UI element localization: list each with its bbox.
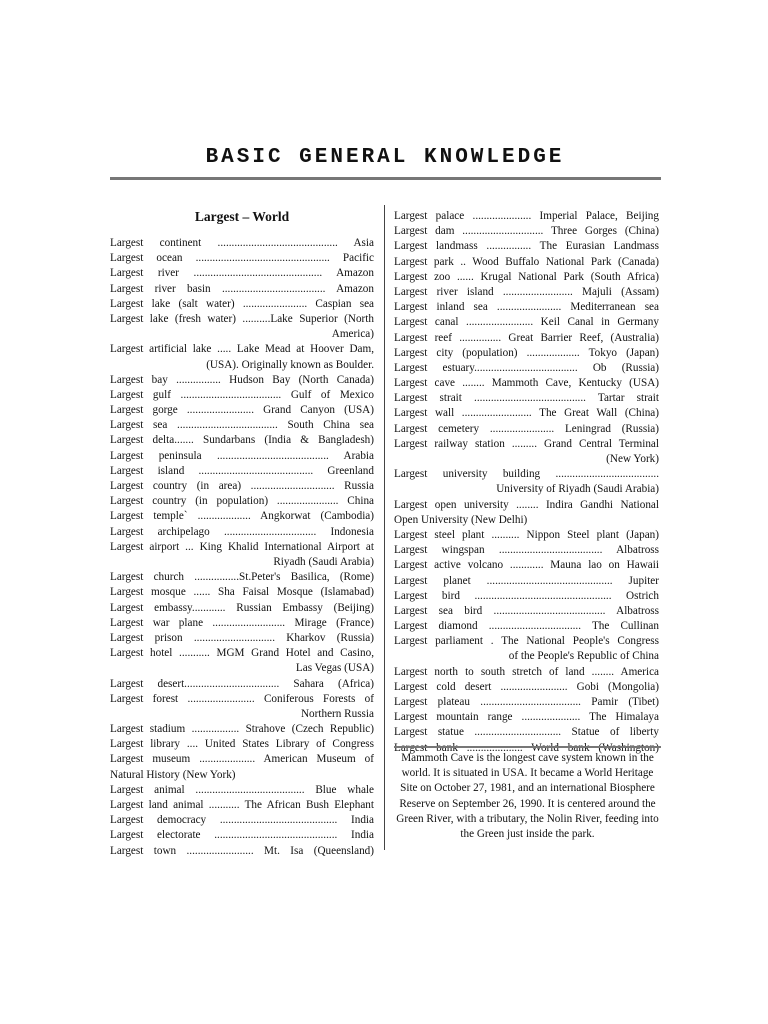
list-item-continuation: (New York) xyxy=(606,453,659,465)
list-item: Largest city (population) ................... Tokyo (Japan) xyxy=(394,346,659,359)
list-item: Largest river island ......................... Majuli (Assam) xyxy=(394,285,659,298)
column-divider xyxy=(384,205,385,850)
list-item: Largest museum .................... American Museum of xyxy=(110,753,374,766)
list-item: Largest canal ........................ Keil Canal in Germany xyxy=(394,316,659,329)
list-item: Largest church ................St.Peter's Basilica, (Rome) xyxy=(110,571,374,584)
list-item: Largest dam ............................. Three Gorges (China) xyxy=(394,225,659,238)
list-item: Largest prison ............................. Kharkov (Russia) xyxy=(110,631,374,644)
list-item: Largest plateau .................................... Pamir (Tibet) xyxy=(394,696,659,709)
list-item: Largest railway station ......... Grand Central Terminal xyxy=(394,437,659,450)
list-item: Largest statue ............................... Statue of liberty xyxy=(394,726,659,739)
list-item: Largest hotel ........... MGM Grand Hotel and Casino, xyxy=(110,647,374,660)
list-item: Largest reef ............... Great Barrier Reef, (Australia) xyxy=(394,331,659,344)
list-item: Largest temple` ................... Angkorwat (Cambodia) xyxy=(110,510,374,523)
list-item: Largest steel plant .......... Nippon Steel plant (Japan) xyxy=(394,528,659,541)
list-item: Largest river .............................................. Amazon xyxy=(110,267,374,280)
list-item: Largest zoo ...... Krugal National Park (South Africa) xyxy=(394,270,659,283)
list-item-continuation: (USA). Originally known as Boulder. xyxy=(206,358,374,371)
list-item: Largest gorge ........................ Grand Canyon (USA) xyxy=(110,404,374,417)
title-underline xyxy=(110,177,661,180)
list-item: Largest park .. Wood Buffalo National Park (Canada) xyxy=(394,255,659,268)
list-item: Largest university building ..................................... xyxy=(394,468,659,481)
list-item: Largest north to south stretch of land ........ America xyxy=(394,665,659,678)
list-item: Largest open university ........ Indira Gandhi National xyxy=(394,498,659,511)
list-item: Largest continent ........................................... Asia xyxy=(110,237,374,249)
list-item-continuation: Las Vegas (USA) xyxy=(295,662,374,675)
list-item: Largest town ........................ Mt. Isa (Queensland) xyxy=(110,844,374,857)
list-item: Largest forest ........................ Coniferous Forests of xyxy=(110,692,374,705)
list-item-continuation: Natural History (New York) xyxy=(110,768,236,781)
list-item: Largest island ......................................... Greenland xyxy=(110,464,374,477)
list-item: Largest mountain range ..................... The Himalaya xyxy=(394,711,659,724)
list-item-continuation: University of Riyadh (Saudi Arabia) xyxy=(496,483,659,496)
list-item-continuation: Riyadh (Saudi Arabia) xyxy=(273,555,374,568)
list-item: Largest peninsula ........................................ Arabia xyxy=(110,449,374,462)
list-item: Largest country (in area) .............................. Russia xyxy=(110,480,374,493)
list-item: Largest library .... United States Library of Congress xyxy=(110,738,374,751)
list-item: Largest lake (salt water) ....................... Caspian sea xyxy=(110,297,374,310)
list-item: Largest sea bird ........................................ Albatross xyxy=(394,604,659,617)
list-item-continuation: Northern Russia xyxy=(300,707,374,720)
note-divider xyxy=(394,746,661,748)
right-column xyxy=(394,209,659,756)
list-item: Largest democracy .......................................... India xyxy=(110,814,374,827)
list-item: Largest airport ... King Khalid International Airport at xyxy=(110,540,374,553)
list-item-continuation: of the People's Republic of China xyxy=(508,650,659,663)
list-item: Largest mosque ...... Sha Faisal Mosque (Islamabad) xyxy=(110,586,374,599)
mammoth-cave-note: Mammoth Cave is the longest cave system known in the world. It is situated in USA. It became a World Heritage Site on October 27, 1981, and an international Biosphere Reserve on September 26, 1990. It is centered around the Green River, with a tributary, the Nolin River, feeding into the Green just inside the park. xyxy=(396,752,659,841)
list-item: Largest diamond ................................. The Cullinan xyxy=(394,620,659,633)
section-heading: Largest – World xyxy=(194,209,290,224)
list-item: Largest sea .................................... South China sea xyxy=(110,419,374,432)
list-item: Largest strait ........................................ Tartar strait xyxy=(394,392,659,405)
list-item: Largest animal ....................................... Blue whale xyxy=(110,783,374,796)
list-item: Largest stadium ................. Strahove (Czech Republic) xyxy=(110,723,374,736)
list-item: Largest lake (fresh water) ..........Lake Superior (North xyxy=(110,312,374,325)
list-item: Largest cave ........ Mammoth Cave, Kentucky (USA) xyxy=(394,377,659,390)
list-item: Largest war plane .......................... Mirage (France) xyxy=(110,616,374,629)
list-item: Largest wall ......................... The Great Wall (China) xyxy=(394,407,659,420)
list-item: Largest parliament . The National People's Congress xyxy=(394,635,659,648)
list-item: Largest delta....... Sundarbans (India & Bangladesh) xyxy=(110,434,374,447)
list-item: Largest desert.................................. Sahara (Africa) xyxy=(110,677,374,690)
page-title: BASIC GENERAL KNOWLEDGE xyxy=(205,146,565,169)
list-item: Largest archipelago ................................. Indonesia xyxy=(110,525,374,538)
list-item: Largest gulf .................................... Gulf of Mexico xyxy=(110,388,374,401)
list-item: Largest land animal ........... The African Bush Elephant xyxy=(110,799,374,812)
list-item: Largest bay ................ Hudson Bay (North Canada) xyxy=(110,373,374,386)
left-column xyxy=(110,208,374,859)
list-item: Largest landmass ................ The Eurasian Landmass xyxy=(394,240,659,253)
list-item: Largest artificial lake ..... Lake Mead at Hoover Dam, xyxy=(110,343,374,356)
list-item: Largest country (in population) ...................... China xyxy=(110,495,374,508)
list-item: Largest estuary..................................... Ob (Russia) xyxy=(394,361,659,374)
list-item: Largest embassy............ Russian Embassy (Beijing) xyxy=(110,601,374,614)
list-item: Largest bird ................................................. Ostrich xyxy=(394,589,659,602)
list-item-continuation: America) xyxy=(331,328,374,341)
list-item: Largest cemetery ....................... Leningrad (Russia) xyxy=(394,422,659,435)
list-item: Largest inland sea ....................... Mediterranean sea xyxy=(394,301,659,314)
list-item: Largest cold desert ........................ Gobi (Mongolia) xyxy=(394,680,659,693)
list-item: Largest wingspan ..................................... Albatross xyxy=(394,544,659,557)
list-item: Largest planet ............................................. Jupiter xyxy=(394,574,659,587)
list-item: Largest palace ..................... Imperial Palace, Beijing xyxy=(394,210,659,222)
list-item: Largest electorate ............................................ India xyxy=(110,829,374,842)
list-item: Largest ocean ................................................ Pacific xyxy=(110,252,374,265)
list-item: Largest river basin ..................................... Amazon xyxy=(110,282,374,295)
list-item-continuation: Open University (New Delhi) xyxy=(394,513,528,526)
list-item: Largest active volcano ............ Mauna lao on Hawaii xyxy=(394,559,659,572)
